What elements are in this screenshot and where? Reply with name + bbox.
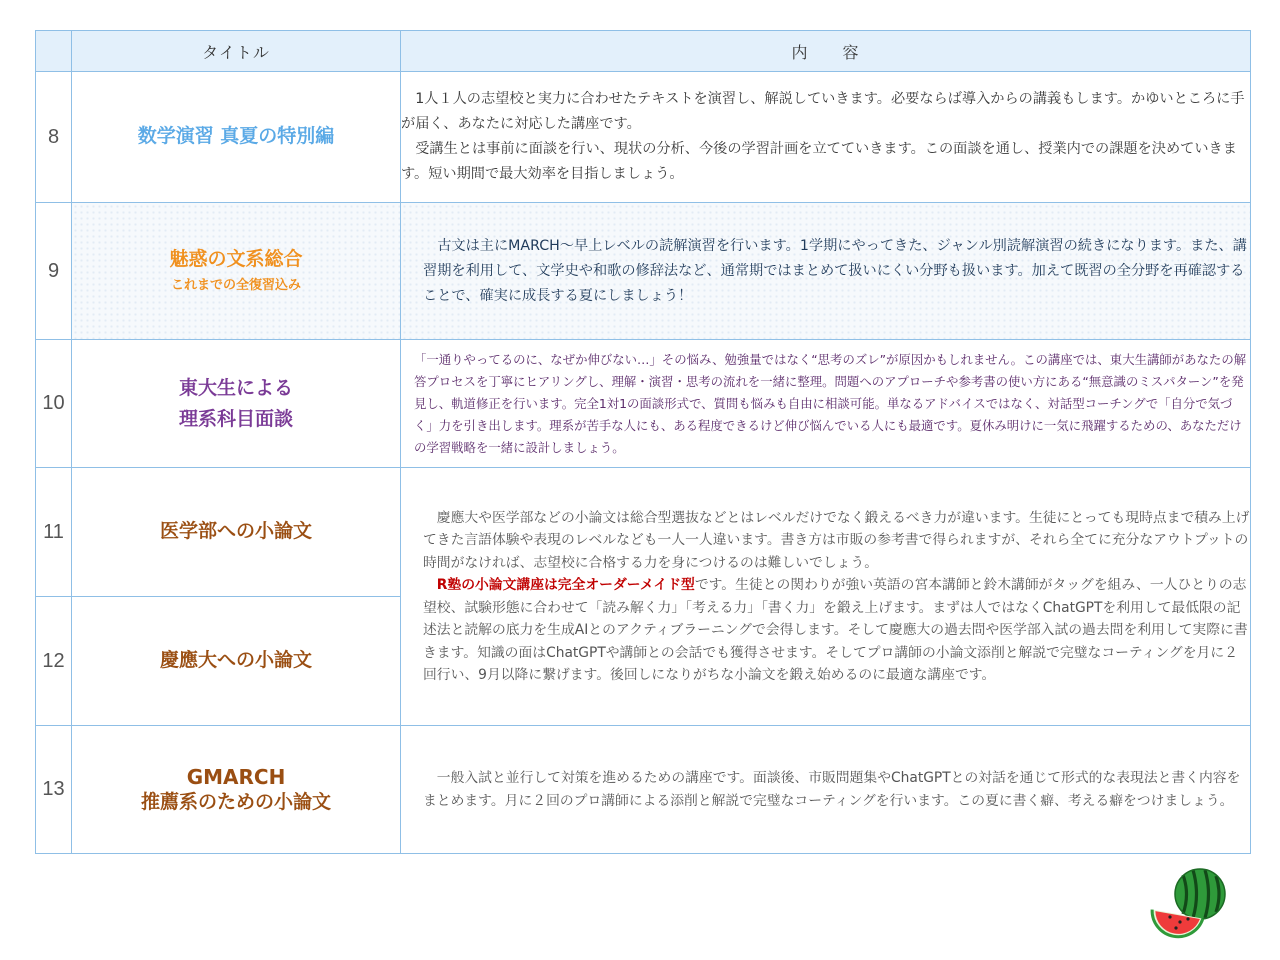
course-description (401, 72, 1251, 203)
watermelon-icon (1150, 862, 1230, 942)
course-description (401, 203, 1251, 340)
description-paragraph (423, 574, 1250, 687)
course-title-line: GMARCH (186, 764, 286, 789)
description-paragraph: 1人１人の志望校と実力に合わせたテキストを演習し、解説していきます。必要ならば導入からの講義もします。かゆいところに手が届く、あなたに対応した講座です。 (401, 91, 1245, 132)
row-number: 10 (36, 340, 72, 468)
description-text: です。生徒との関わりが強い英語の宮本講師と鈴木講師がタッグを組み、一人ひとりの志望校、試験形態に合わせて「読み解く力」「考える力」「書く力」を鍛え上げます。まずは人ではなくChatGPTを利用して最低限の記述法と読解の底力を生成AIとのアクティブラーニングで会得します。そして慶應大の過去問や医学部入試の過去問を利用して実際に書きます。知識の面はChatGPTや講師との会話でも獲得させます。そしてプロ講師の小論文添削と解説で完璧なコーティングを月に２回行い、9月以降に繋げます。後回しになりがちな小論文を鍛え始めるのに最適な講座です。 (423, 577, 1248, 683)
course-title-text: 魅惑の文系総合 (169, 247, 303, 270)
course-description (401, 726, 1251, 854)
table-row (36, 72, 1251, 203)
table-row (36, 340, 1251, 468)
course-title-line: 理系科目面談 (178, 407, 293, 430)
description-paragraph: 一般入試と並行して対策を進めるための講座です。面談後、市販問題集やChatGPTとの対話を通じて形式的な表現法と書く内容をまとめます。月に２回のプロ講師による添削と解説で完璧なコーティングを行います。この夏に書く癖、考える癖をつけましょう。 (423, 770, 1241, 809)
description-paragraph: 古文は主にMARCH〜早上レベルの読解演習を行います。1学期にやってきた、ジャンル別読解演習の続きになります。また、講習期を利用して、文学史や和歌の修辞法など、通常期ではまとめて扱いにくい分野も扱います。加えて既習の全分野を再確認することで、確実に成長する夏にしましょう！ (423, 237, 1247, 304)
row-number: 11 (36, 468, 72, 597)
table-row (36, 726, 1251, 854)
row-number: 8 (36, 72, 72, 203)
header-title: タイトル (72, 31, 401, 72)
row-number: 9 (36, 203, 72, 340)
course-subtitle: これまでの全復習込み (170, 278, 301, 294)
description-paragraph: 「一通りやってるのに、なぜか伸びない…」その悩み、勉強量ではなく“思考のズレ”が原因かもしれません。この講座では、東大生講師があなたの解答プロセスを丁寧にヒアリングし、理解・演習・思考の流れを一緒に整理。問題へのアプローチや参考書の使い方にある“無意識のミスパターン”を発見し、軌道修正を行います。完全1対1の面談形式で、質問も悩みも自由に相談可能。単なるアドバイスではなく、対話型コーチングで「自分で気づく」力を引き出します。理系が苦手な人にも、ある程度できるけど伸び悩んでいる人にも最適です。夏休み明けに一気に飛躍するための、あなただけの学習戦略を一緒に設計しましょう。 (414, 351, 1247, 455)
description-paragraph: 慶應大や医学部などの小論文は総合型選抜などとはレベルだけでなく鍛えるべき力が違います。生徒にとっても現時点まで積み上げてきた言語体験や表現のレベルなども一人一人違います。書き方は市販の参考書で得られますが、それら全てに充分なアウトプットの時間がなければ、志望校に合格する力を身につけるのは難しいでしょう。 (423, 509, 1250, 571)
course-title (72, 597, 401, 726)
course-title-text: 医学部への小論文 (159, 520, 312, 543)
row-number: 12 (36, 597, 72, 726)
header-num-cell (36, 31, 72, 72)
course-title (72, 340, 401, 468)
course-title (72, 203, 401, 340)
description-paragraph: 受講生とは事前に面談を行い、現状の分析、今後の学習計画を立てていきます。この面談を通し、授業内での課題を決めていきます。短い期間で最大効率を目指しましょう。 (401, 141, 1237, 182)
course-title (72, 72, 401, 203)
table-row (36, 203, 1251, 340)
course-title-text: 慶應大への小論文 (159, 649, 312, 672)
table-row (36, 468, 1251, 597)
course-table (35, 30, 1251, 854)
highlight-text: R塾の小論文講座は完全オーダーメイド型 (436, 577, 695, 593)
course-description (401, 340, 1251, 468)
course-title (72, 726, 401, 854)
course-title-text: 数学演習 真夏の特別編 (137, 125, 335, 148)
header-row (36, 31, 1251, 72)
course-description-shared (401, 468, 1251, 726)
header-content: 内 容 (401, 31, 1251, 72)
course-title (72, 468, 401, 597)
course-title-line: 東大生による (178, 377, 293, 400)
course-title-line: 推薦系のための小論文 (140, 790, 331, 813)
row-number: 13 (36, 726, 72, 854)
